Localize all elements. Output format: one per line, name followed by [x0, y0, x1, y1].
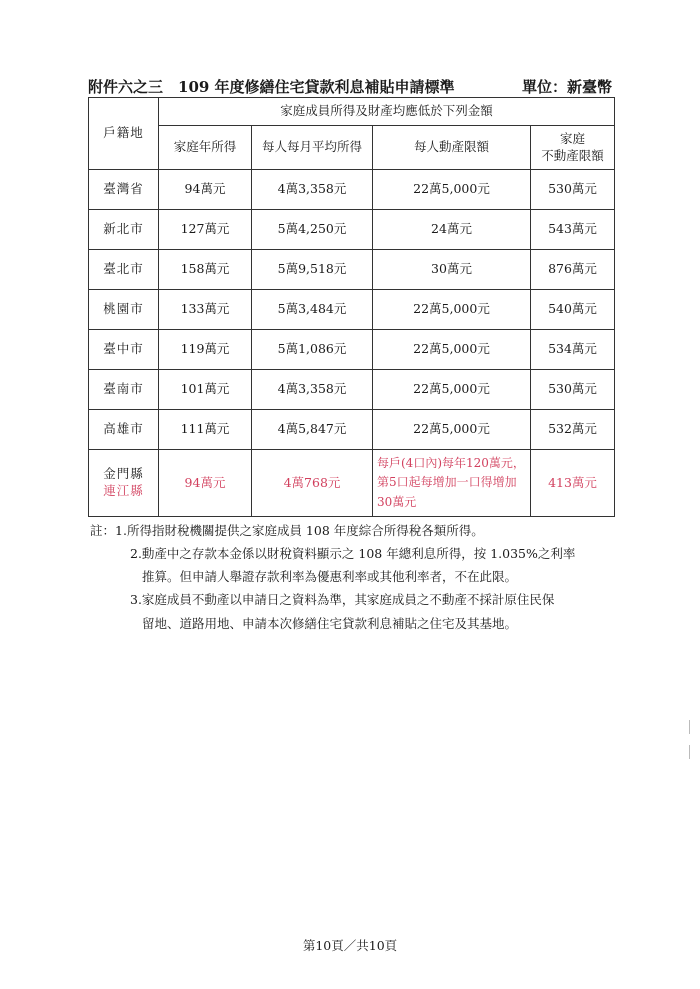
annual-income-cell: 119萬元 [159, 330, 252, 370]
corner-label: 戶籍地 [103, 125, 144, 141]
real-estate-cell: 876萬元 [531, 250, 615, 290]
movable-assets-cell: 每戶(4口內)每年120萬元，第5口起每增加一口得增加30萬元 [373, 450, 531, 517]
table-row [89, 250, 615, 290]
real-estate-cell: 530萬元 [531, 370, 615, 410]
movable-assets-cell: 22萬5,000元 [373, 330, 531, 370]
notes-section [90, 519, 630, 635]
real-estate-cell: 540萬元 [531, 290, 615, 330]
note-item [90, 519, 630, 542]
movable-assets-cell: 30萬元 [373, 250, 531, 290]
monthly-income-cell: 5萬4,250元 [252, 210, 373, 250]
region-lienchiang: 連江縣 [103, 483, 144, 498]
monthly-income-cell: 4萬3,358元 [252, 370, 373, 410]
movable-assets-cell: 24萬元 [373, 210, 531, 250]
monthly-income-cell: 5萬1,086元 [252, 330, 373, 370]
monthly-income-cell: 4萬768元 [252, 450, 373, 517]
region-cell: 高雄市 [89, 410, 159, 450]
column-header-annual-income: 家庭年所得 [159, 126, 252, 170]
table-row [89, 370, 615, 410]
notes-prefix: 註： [90, 523, 116, 538]
page-number: 第10頁／共10頁 [302, 938, 398, 953]
note-text: 3.家庭成員不動產以申請日之資料為準，其家庭成員之不動產不採計原住民保 [130, 592, 555, 608]
document-header [88, 76, 618, 98]
scan-edge-mark [689, 745, 690, 759]
note-item-continuation [90, 565, 630, 588]
region-cell: 臺灣省 [89, 170, 159, 210]
movable-assets-cell: 22萬5,000元 [373, 290, 531, 330]
note-text: 留地、道路用地、申請本次修繕住宅貸款利息補貼之住宅及其基地。 [142, 615, 518, 631]
column-header-real-estate: 家庭 不動產限額 [531, 126, 615, 170]
region-cell: 臺南市 [89, 370, 159, 410]
currency-unit: 單位：新臺幣 [521, 78, 612, 96]
note-text: 1.所得指財稅機關提供之家庭成員 108 年度綜合所得稅各類所得。 [115, 523, 484, 538]
note-item [90, 588, 630, 611]
real-estate-cell: 413萬元 [531, 450, 615, 517]
table-row [89, 210, 615, 250]
annual-income-cell: 101萬元 [159, 370, 252, 410]
scan-edge-mark [689, 720, 690, 734]
movable-assets-cell: 22萬5,000元 [373, 410, 531, 450]
table-row [89, 330, 615, 370]
group-header [159, 98, 615, 126]
movable-assets-cell: 22萬5,000元 [373, 370, 531, 410]
annual-income-cell: 133萬元 [159, 290, 252, 330]
table-row [89, 170, 615, 210]
region-kinmen: 金門縣 [103, 466, 144, 482]
annual-income-cell: 127萬元 [159, 210, 252, 250]
note-text: 推算。但申請人舉證存款利率為優惠利率或其他利率者，不在此限。 [142, 569, 518, 585]
annual-income-cell: 111萬元 [159, 410, 252, 450]
table-row [89, 410, 615, 450]
real-estate-cell: 532萬元 [531, 410, 615, 450]
column-header-movable-assets: 每人動產限額 [373, 126, 531, 170]
corner-header [89, 98, 159, 170]
real-estate-cell: 543萬元 [531, 210, 615, 250]
note-item-continuation [90, 612, 630, 635]
real-estate-cell: 534萬元 [531, 330, 615, 370]
annual-income-cell: 94萬元 [159, 170, 252, 210]
movable-assets-cell: 22萬5,000元 [373, 170, 531, 210]
region-cell: 臺中市 [89, 330, 159, 370]
real-estate-cell: 530萬元 [531, 170, 615, 210]
note-item [90, 542, 630, 565]
monthly-income-cell: 5萬3,484元 [252, 290, 373, 330]
region-cell-offshore [89, 450, 159, 517]
subsidy-standard-table [88, 97, 615, 517]
annual-income-cell: 158萬元 [159, 250, 252, 290]
monthly-income-cell: 4萬5,847元 [252, 410, 373, 450]
annual-income-cell: 94萬元 [159, 450, 252, 517]
table-group-header-row [89, 98, 615, 126]
table-row [89, 290, 615, 330]
monthly-income-cell: 5萬9,518元 [252, 250, 373, 290]
document-title: 附件六之三 109 年度修繕住宅貸款利息補貼申請標準 [88, 78, 455, 96]
column-header-monthly-income: 每人每月平均所得 [252, 126, 373, 170]
note-text: 2.動產中之存款本金係以財稅資料顯示之 108 年總利息所得，按 1.035%之利率 [130, 546, 576, 562]
group-header-label: 家庭成員所得及財產均應低於下列金額 [280, 103, 493, 119]
table-column-header-row [89, 126, 615, 170]
region-cell: 臺北市 [89, 250, 159, 290]
region-cell: 桃園市 [89, 290, 159, 330]
region-cell: 新北市 [89, 210, 159, 250]
table-row-offshore [89, 450, 615, 517]
monthly-income-cell: 4萬3,358元 [252, 170, 373, 210]
